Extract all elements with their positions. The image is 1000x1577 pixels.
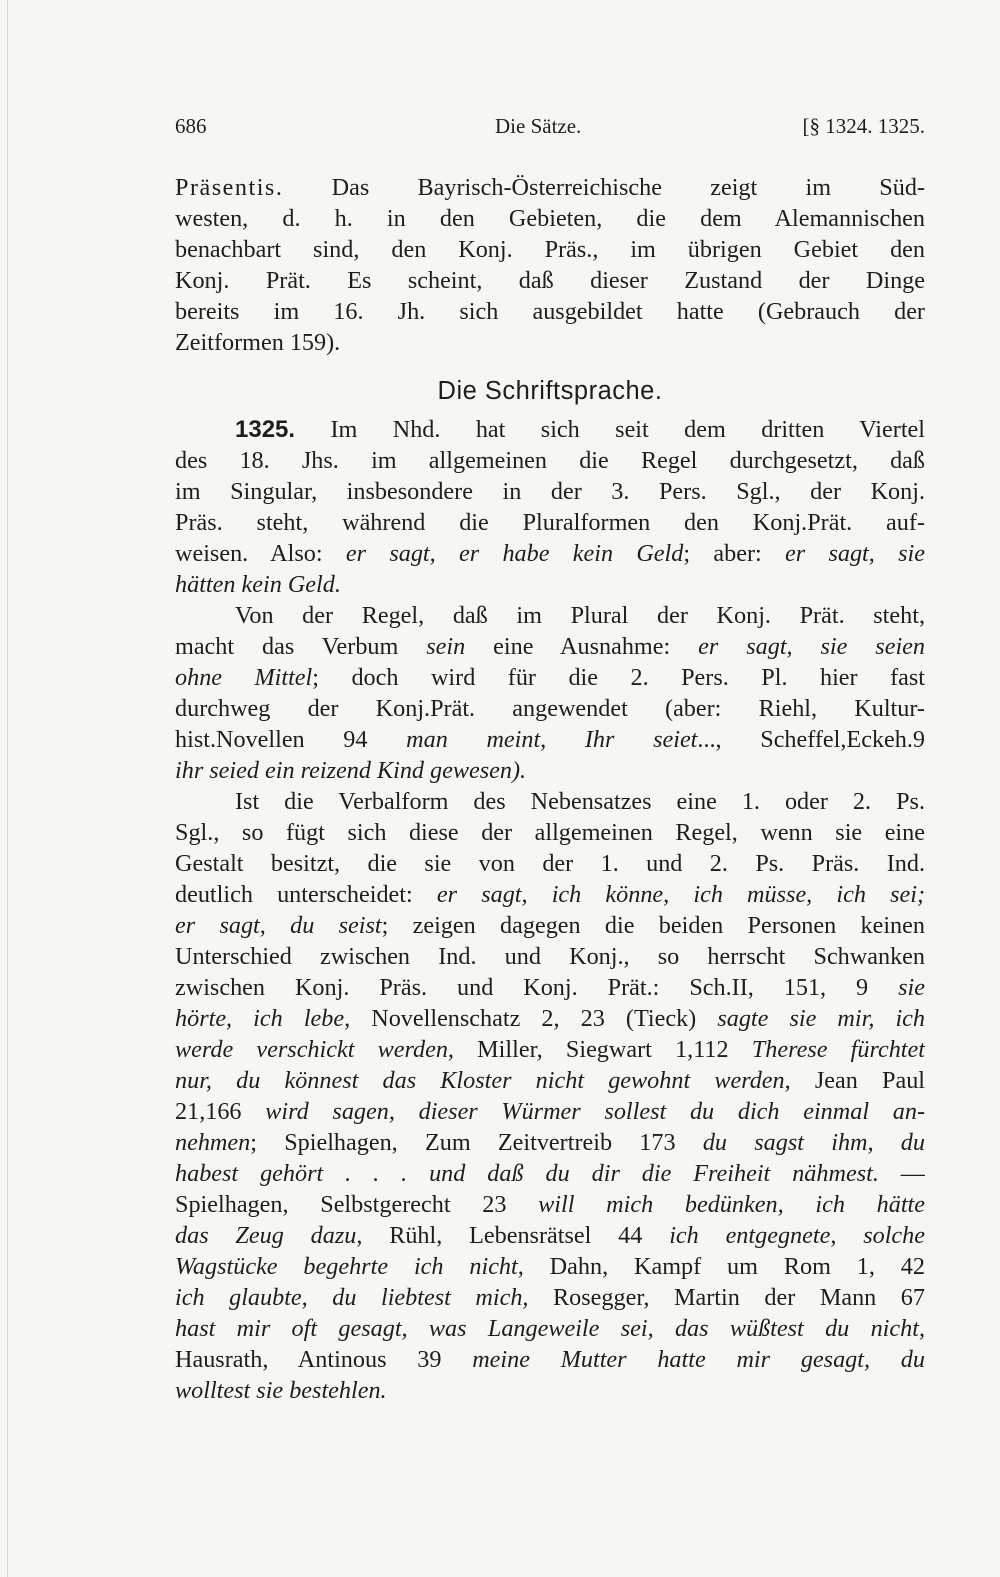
text-line: Sgl., so fügt sich diese der allgemeinen Regel, wenn sie eine <box>175 819 925 846</box>
running-head <box>175 114 925 144</box>
text-line: ich glaubte, du liebtest mich, Rosegger, Martin der Mann 67 <box>175 1284 925 1311</box>
text-line: wolltest sie bestehlen. <box>175 1377 387 1404</box>
text-line: 21,166 wird sagen, dieser Würmer sollest du dich einmal an- <box>175 1098 925 1125</box>
text-line: Spielhagen, Selbstgerecht 23 will mich bedünken, ich hätte <box>175 1191 925 1218</box>
text-line: weisen. Also: er sagt, er habe kein Geld; aber: er sagt, sie <box>175 540 925 567</box>
text-line: nehmen; Spielhagen, Zum Zeitvertreib 173 du sagst ihm, du <box>175 1129 925 1156</box>
text-line: nur, du könnest das Kloster nicht gewohnt werden, Jean Paul <box>175 1067 925 1094</box>
text-line: macht das Verbum sein eine Ausnahme: er sagt, sie seien <box>175 633 925 660</box>
text-line: Wagstücke begehrte ich nicht, Dahn, Kampf um Rom 1, 42 <box>175 1253 925 1280</box>
text-line: hast mir oft gesagt, was Langeweile sei, das wüßtest du nicht, <box>175 1315 925 1342</box>
text-line: hörte, ich lebe, Novellenschatz 2, 23 (Tieck) sagte sie mir, ich <box>175 1005 925 1032</box>
page-edge <box>7 0 8 1577</box>
text-line: durchweg der Konj.Prät. angewendet (aber: Riehl, Kultur- <box>175 695 925 722</box>
text-line: ihr seied ein reizend Kind gewesen). <box>175 757 527 784</box>
text-line: 1325. Im Nhd. hat sich seit dem dritten Viertel <box>235 416 925 443</box>
text-line: Konj. Prät. Es scheint, daß dieser Zustand der Dinge <box>175 267 925 294</box>
text-line: Von der Regel, daß im Plural der Konj. Prät. steht, <box>235 602 925 629</box>
text-line: bereits im 16. Jh. sich ausgebildet hatte (Gebrauch der <box>175 298 925 325</box>
text-line: werde verschickt werden, Miller, Siegwart 1,112 Therese fürchtet <box>175 1036 925 1063</box>
text-line: Unterschied zwischen Ind. und Konj., so herrscht Schwanken <box>175 943 925 970</box>
text-line: benachbart sind, den Konj. Präs., im übrigen Gebiet den <box>175 236 925 263</box>
text-line: zwischen Konj. Präs. und Konj. Prät.: Sch.II, 151, 9 sie <box>175 974 925 1001</box>
text-line: hätten kein Geld. <box>175 571 341 598</box>
text-line: Präsentis. Das Bayrisch-Österreichische zeigt im Süd- <box>175 174 925 201</box>
text-line: hist.Novellen 94 man meint, Ihr seiet..., Scheffel,Eckeh.9 <box>175 726 925 753</box>
text-line: Hausrath, Antinous 39 meine Mutter hatte mir gesagt, du <box>175 1346 925 1373</box>
section-number: 1325. <box>235 416 296 443</box>
text-line: er sagt, du seist; zeigen dagegen die beiden Personen keinen <box>175 912 925 939</box>
text-line: Gestalt besitzt, die sie von der 1. und 2. Ps. Präs. Ind. <box>175 850 925 877</box>
text-line: ohne Mittel; doch wird für die 2. Pers. Pl. hier fast <box>175 664 925 691</box>
text-line: deutlich unterscheidet: er sagt, ich könne, ich müsse, ich sei; <box>175 881 925 908</box>
body-text <box>175 172 925 1406</box>
text-line: westen, d. h. in den Gebieten, die dem Alemannischen <box>175 205 925 232</box>
text-line: das Zeug dazu, Rühl, Lebensrätsel 44 ich entgegnete, solche <box>175 1222 925 1249</box>
section-heading: Die Schriftsprache. <box>437 377 663 405</box>
running-title: Die Sätze. <box>495 114 582 138</box>
text-line: Präs. steht, während die Pluralformen den Konj.Prät. auf- <box>175 509 925 536</box>
text-line: Zeitformen 159). <box>175 329 341 356</box>
page-number: 686 <box>175 114 207 138</box>
section-reference: [§ 1324. 1325. <box>802 114 925 138</box>
text-line: im Singular, insbesondere in der 3. Pers. Sgl., der Konj. <box>175 478 925 505</box>
text-line: Ist die Verbalform des Nebensatzes eine 1. oder 2. Ps. <box>235 788 925 815</box>
text-line: des 18. Jhs. im allgemeinen die Regel durchgesetzt, daß <box>175 447 925 474</box>
text-line: habest gehört . . . und daß du dir die Freiheit nähmest. — <box>175 1160 925 1187</box>
